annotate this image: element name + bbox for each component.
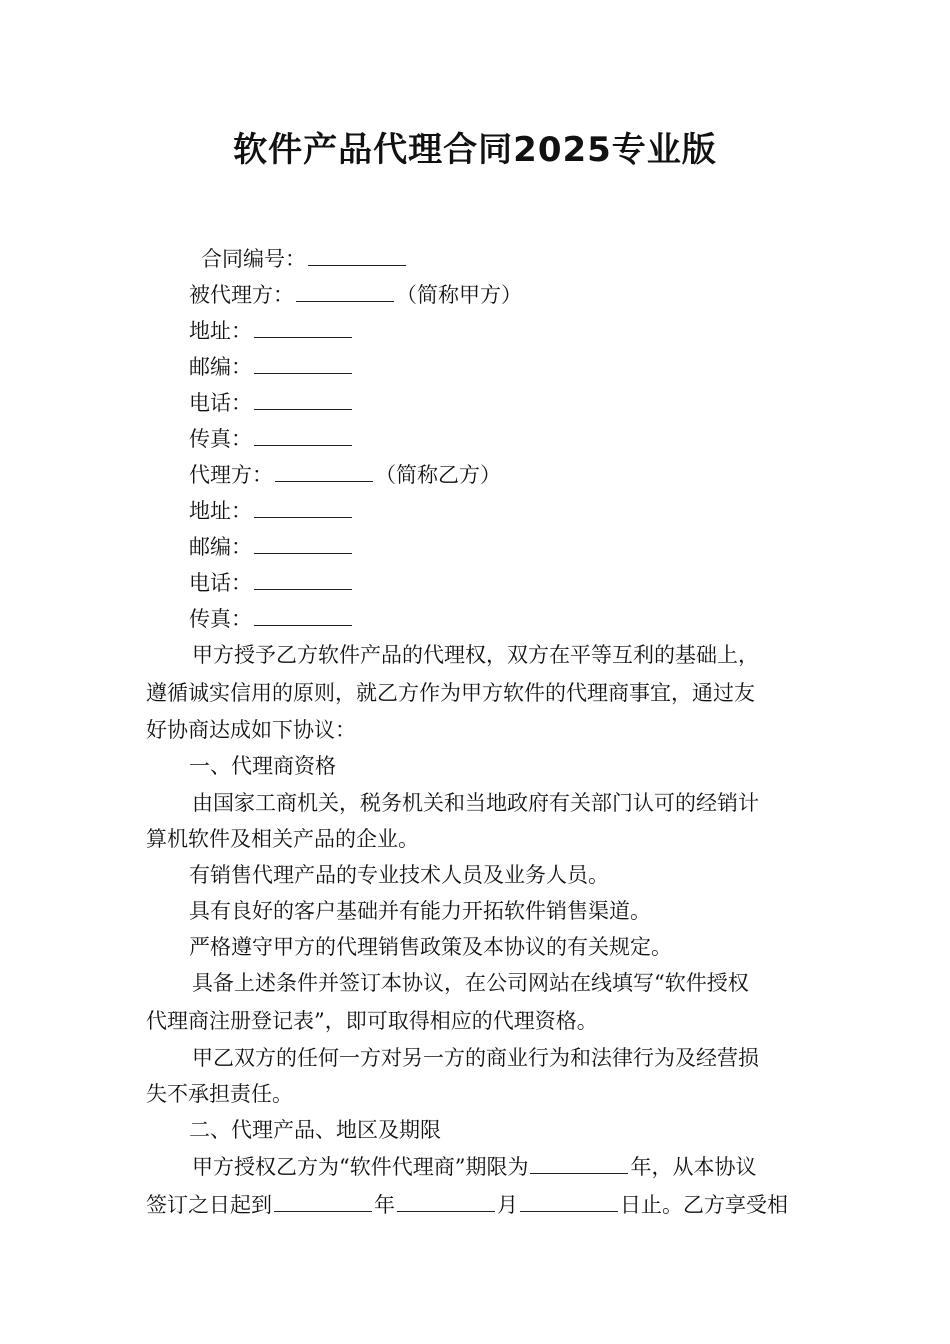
intro-line-2: 遵循诚实信用的原则，就乙方作为甲方软件的代理商事宜，通过友 <box>146 681 755 705</box>
term-years-blank <box>530 1155 628 1174</box>
year-unit: 年 <box>374 1193 395 1217</box>
section-1-para-4: 严格遵守甲方的代理销售政策及本协议的有关规定。 <box>189 935 672 959</box>
principal-fax-line <box>189 425 354 453</box>
agent-blank <box>275 463 373 482</box>
agent-fax-blank <box>254 607 352 626</box>
section-1-para-3: 具有良好的客户基础并有能力开拓软件销售渠道。 <box>189 899 651 923</box>
section-1-para-5-line-1: 具备上述条件并签订本协议，在公司网站在线填写“软件授权 <box>192 971 749 995</box>
document-title: 软件产品代理合同2025专业版 <box>233 130 717 170</box>
principal-blank <box>296 283 394 302</box>
principal-phone-line <box>189 389 354 417</box>
section-2-para-1-line-2 <box>146 1191 788 1219</box>
section-1-para-6-line-2: 失不承担责任。 <box>146 1082 293 1106</box>
agent-line <box>189 461 501 489</box>
section-1-para-6-line-1: 甲乙双方的任何一方对另一方的商业行为和法律行为及经营损 <box>192 1046 759 1070</box>
principal-postcode-blank <box>254 355 352 374</box>
section-2-date-prefix: 签订之日起到 <box>146 1193 272 1217</box>
principal-abbr: （简称甲方） <box>396 283 522 307</box>
agent-phone-blank <box>254 571 352 590</box>
section-1-para-5-line-2: 代理商注册登记表”，即可取得相应的代理资格。 <box>146 1009 598 1033</box>
principal-address-label: 地址： <box>189 319 252 343</box>
principal-line <box>189 281 522 309</box>
principal-fax-label: 传真： <box>189 427 252 451</box>
end-year-blank <box>274 1193 372 1212</box>
principal-postcode-line <box>189 353 354 381</box>
agent-fax-label: 传真： <box>189 607 252 631</box>
intro-line-3: 好协商达成如下协议： <box>146 718 356 742</box>
end-month-blank <box>397 1193 495 1212</box>
agent-address-line <box>189 497 354 525</box>
contract-number-label: 合同编号： <box>201 247 306 271</box>
principal-address-line <box>189 317 354 345</box>
section-1-para-1-line-1: 由国家工商机关，税务机关和当地政府有关部门认可的经销计 <box>192 791 759 815</box>
section-2-heading: 二、代理产品、地区及期限 <box>189 1118 441 1142</box>
agent-label: 代理方： <box>189 463 273 487</box>
agent-phone-label: 电话： <box>189 571 252 595</box>
contract-number-blank <box>308 247 406 266</box>
agent-phone-line <box>189 569 354 597</box>
contract-number-line <box>201 245 408 273</box>
month-unit: 月 <box>497 1193 518 1217</box>
section-2-term-suffix: 年，从本协议 <box>630 1155 757 1179</box>
principal-phone-blank <box>254 391 352 410</box>
agent-address-label: 地址： <box>189 499 252 523</box>
agent-address-blank <box>254 499 352 518</box>
agent-postcode-label: 邮编： <box>189 535 252 559</box>
section-1-heading: 一、代理商资格 <box>189 754 336 778</box>
agent-postcode-blank <box>254 535 352 554</box>
section-2-term-text: 甲方授权乙方为“软件代理商”期限为 <box>192 1155 529 1179</box>
section-1-para-1-line-2: 算机软件及相关产品的企业。 <box>146 827 419 851</box>
principal-fax-blank <box>254 427 352 446</box>
section-2-date-suffix: 日止。乙方享受相 <box>620 1193 788 1217</box>
agent-fax-line <box>189 605 354 633</box>
section-2-para-1-line-1 <box>192 1153 756 1181</box>
principal-label: 被代理方： <box>189 283 294 307</box>
agent-abbr: （简称乙方） <box>375 463 501 487</box>
end-day-blank <box>520 1193 618 1212</box>
principal-postcode-label: 邮编： <box>189 355 252 379</box>
principal-address-blank <box>254 319 352 338</box>
agent-postcode-line <box>189 533 354 561</box>
intro-line-1: 甲方授予乙方软件产品的代理权，双方在平等互利的基础上， <box>192 643 759 667</box>
principal-phone-label: 电话： <box>189 391 252 415</box>
section-1-para-2: 有销售代理产品的专业技术人员及业务人员。 <box>189 863 609 887</box>
